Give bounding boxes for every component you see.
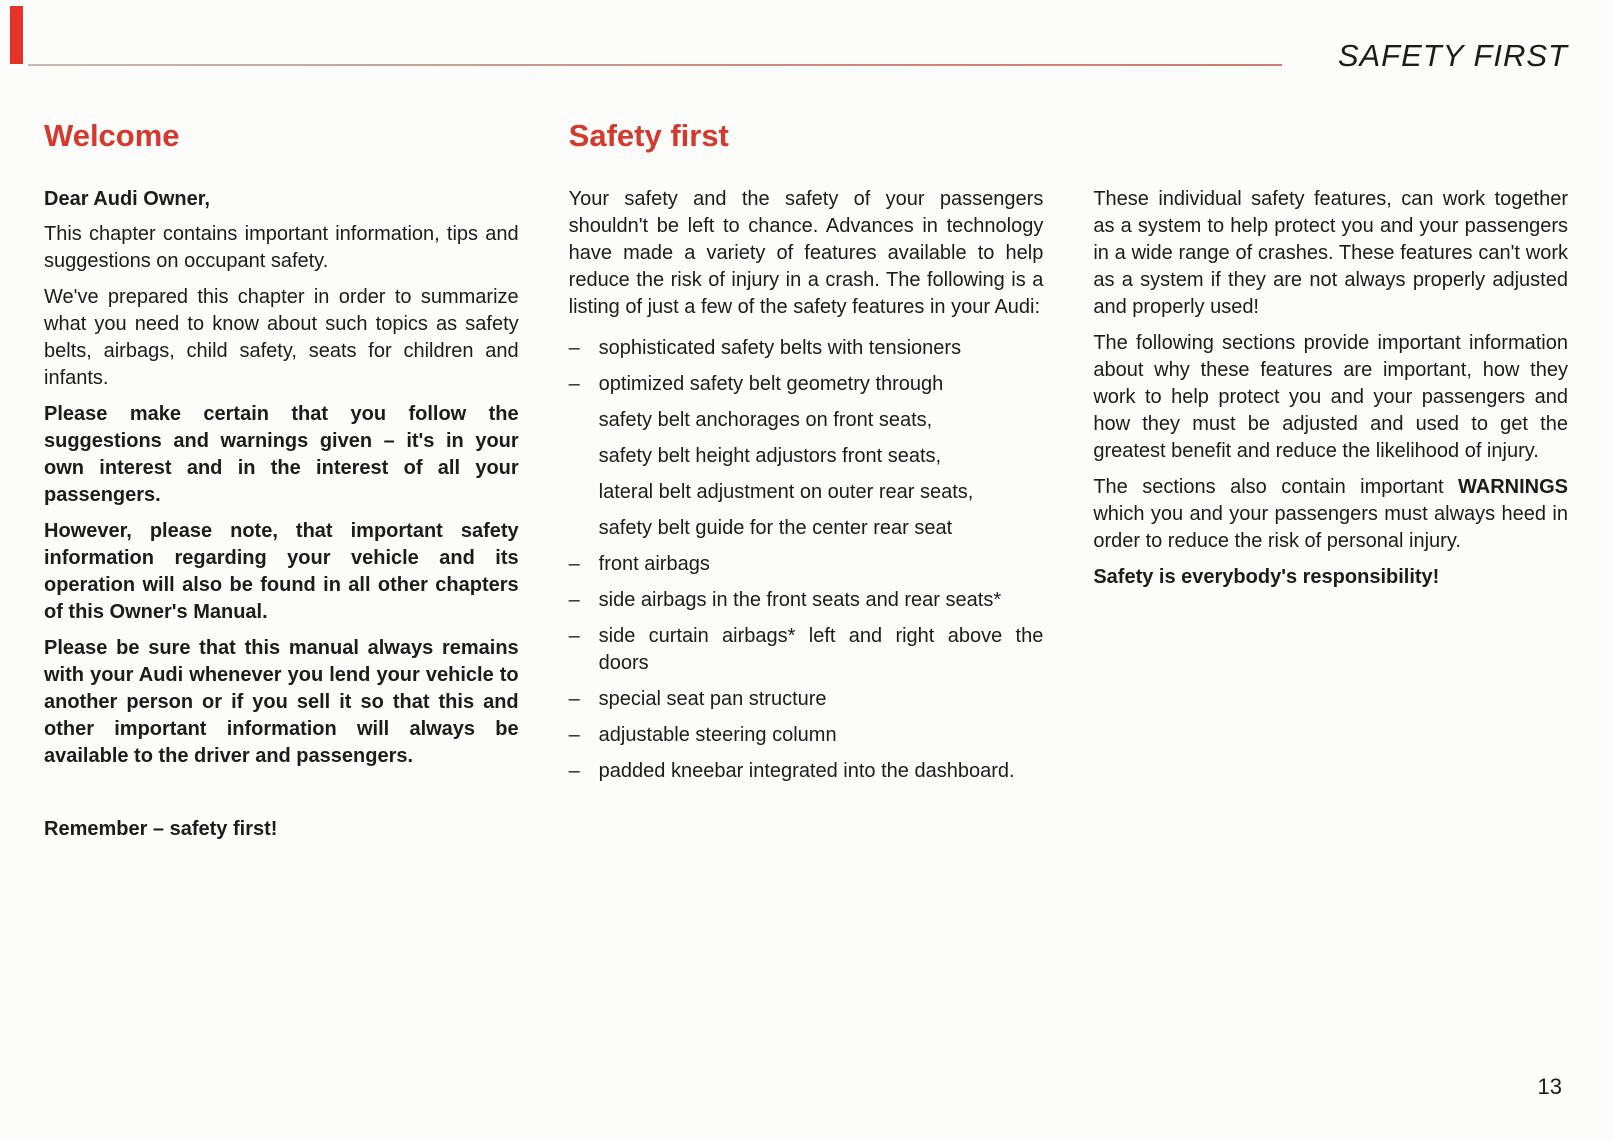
feature-text: sophisticated safety belts with tensioners <box>598 337 962 359</box>
welcome-para-1: This chapter contains important information, tips and suggestions on occupant safety. <box>44 223 519 272</box>
dash-bullet: – <box>568 373 580 395</box>
feature-sub-line: safety belt anchorages on front seats, <box>598 409 933 431</box>
welcome-bold-para-2: However, please note, that important safety information regarding your vehicle and its operation will also be found in all other chapters of this Owner's Manual. <box>44 520 519 623</box>
dash-bullet: – <box>568 625 580 647</box>
feature-text: front airbags <box>598 553 710 575</box>
feature-text: adjustable steering column <box>598 724 837 746</box>
feature-item <box>569 722 1044 749</box>
dash-bullet: – <box>568 337 580 359</box>
warnings-para-before: The sections also contain important <box>1093 476 1458 498</box>
feature-item <box>569 623 1044 677</box>
warnings-para-after: which you and your passengers must always heed in order to reduce the risk of personal injury. <box>1093 503 1568 552</box>
feature-item <box>569 686 1044 713</box>
safety-first-heading: Safety first <box>568 118 729 153</box>
heading-spacer <box>1093 118 1568 186</box>
welcome-bold-para-3: Please be sure that this manual always remains with your Audi whenever you lend your vehicle to another person or if you sell it so that this and other important information will always be available to the driver and passengers. <box>44 637 519 767</box>
feature-item <box>569 587 1044 614</box>
dash-bullet: – <box>568 688 580 710</box>
salutation: Dear Audi Owner, <box>44 188 210 210</box>
safety-first-column <box>569 118 1044 852</box>
system-info-column <box>1093 118 1568 852</box>
chapter-title: SAFETY FIRST <box>1337 38 1568 73</box>
responsibility-closing: Safety is everybody's responsibility! <box>1093 566 1440 588</box>
feature-text: side curtain airbags* left and right above the doors <box>598 625 1044 674</box>
page-number: 13 <box>1537 1074 1562 1099</box>
welcome-heading: Welcome <box>44 118 180 153</box>
safety-feature-list <box>569 335 1044 785</box>
feature-text: side airbags in the front seats and rear seats* <box>598 589 1002 611</box>
header-rule <box>28 64 1282 66</box>
feature-item <box>569 551 1044 578</box>
info-para-1: These individual safety features, can work together as a system to help protect you and your passengers in a wide range of crashes. These features can't work as a system if they are not always properly adjusted and properly used! <box>1093 188 1568 318</box>
feature-sub-line: lateral belt adjustment on outer rear seats, <box>598 481 974 503</box>
dash-bullet: – <box>568 589 580 611</box>
page-header <box>0 0 1614 73</box>
info-para-2: The following sections provide important information about why these features are important, how they work to help protect you and your passengers and how they must be adjusted and used to get the greatest benefit and reduce the likelihood of injury. <box>1093 332 1568 462</box>
feature-item <box>569 371 1044 398</box>
feature-text: special seat pan structure <box>598 688 827 710</box>
welcome-para-2: We've prepared this chapter in order to summarize what you need to know about such topics as safety belts, airbags, child safety, seats for children and infants. <box>44 286 519 389</box>
warnings-para <box>1093 474 1568 555</box>
dash-bullet: – <box>568 724 580 746</box>
feature-sub-line: safety belt guide for the center rear seat <box>598 517 953 539</box>
feature-text: optimized safety belt geometry through <box>598 373 944 395</box>
safety-intro: Your safety and the safety of your passengers shouldn't be left to chance. Advances in technology have made a variety of features available to help reduce the risk of injury in a crash. The following is a listing of just a few of the safety features in your Audi: <box>568 188 1044 318</box>
feature-item <box>569 335 1044 362</box>
dash-bullet: – <box>568 760 580 782</box>
feature-sub-line: safety belt height adjustors front seats, <box>598 445 942 467</box>
feature-item <box>569 758 1044 785</box>
feature-text: padded kneebar integrated into the dashboard. <box>598 760 1015 782</box>
welcome-closing: Remember – safety first! <box>44 818 278 840</box>
warnings-emphasis: WARNINGS <box>1457 476 1568 498</box>
welcome-bold-para-1: Please make certain that you follow the suggestions and warnings given – it's in your own interest and in the interest of all your passengers. <box>44 403 519 506</box>
dash-bullet: – <box>568 553 580 575</box>
welcome-column <box>44 118 519 852</box>
content-columns <box>44 118 1568 852</box>
